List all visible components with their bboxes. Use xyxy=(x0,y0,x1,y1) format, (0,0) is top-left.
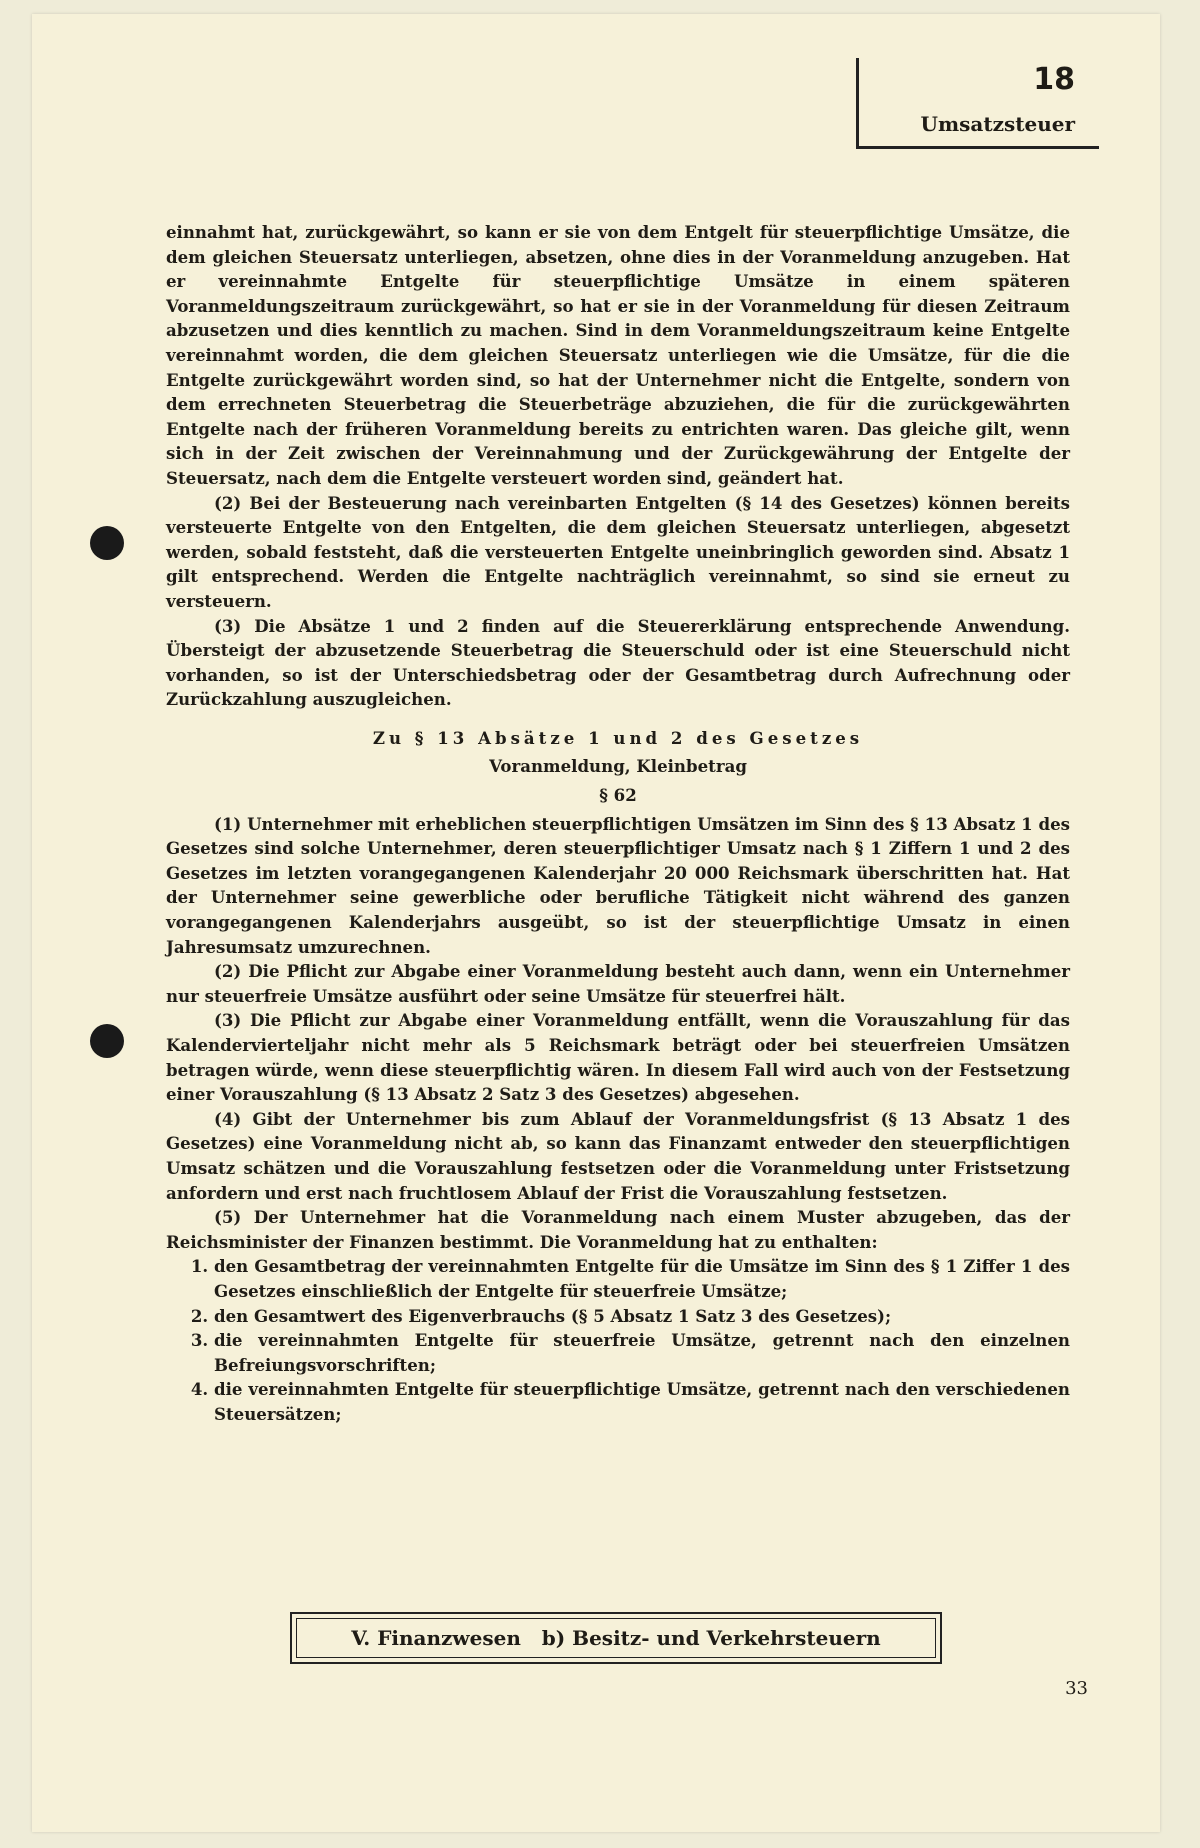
page-number: 33 xyxy=(1065,1678,1088,1699)
footer-category-box xyxy=(290,1612,942,1664)
list-item: 3. die vereinnahmten Entgelte für steuerfreie Umsätze, getrennt nach den einzelnen Befreiungsvorschriften; xyxy=(214,1328,1070,1377)
numbered-list xyxy=(166,1254,1070,1426)
s62-paragraph-4: (4) Gibt der Unternehmer bis zum Ablauf der Voranmeldungsfrist (§ 13 Absatz 1 des Gesetzes) eine Voranmeldung nicht ab, so kann das Finanzamt entweder den steuerpflichtigen Umsatz schätzen und die Vorauszahlung festsetzen oder die Voranmeldung unter Fristsetzung anfordern und erst nach fruchtlosem Ablauf der Frist die Vorauszahlung festsetzen. xyxy=(166,1108,1070,1203)
sheet-number: 18 xyxy=(1033,62,1075,97)
paragraph-3: (3) Die Absätze 1 und 2 finden auf die Steuererklärung entsprechende Anwendung. Übersteigt der abzusetzende Steuerbetrag die Steuerschuld oder ist eine Steuerschuld nicht vorhanden, so ist der Unterschiedsbetrag oder der Gesamtbetrag durch Aufrechnung oder Zurückzahlung auszugleichen. xyxy=(166,615,1070,710)
paragraph-heading: § 62 xyxy=(599,785,637,806)
s62-paragraph-1: (1) Unternehmer mit erheblichen steuerpflichtigen Umsätzen im Sinn des § 13 Absatz 1 des Gesetzes sind solche Unternehmer, deren steuerpflichtiger Umsatz nach § 1 Ziffern 1 und 2 des Gesetzes im letzten vorangegangenen Kalenderjahr 20 000 Reichsmark überschritten hat. Hat der Unternehmer seine gewerbliche oder berufliche Tätigkeit nicht während des ganzen vorangegangenen Kalenderjahrs ausgeübt, so ist der steuerpflichtige Umsatz in einen Jahresumsatz umzurechnen. xyxy=(166,813,1070,957)
s62-paragraph-2: (2) Die Pflicht zur Abgabe einer Voranmeldung besteht auch dann, wenn ein Unternehmer nur steuerfreie Umsätze ausführt oder seine Umsätze für steuerfrei hält. xyxy=(166,961,1070,1006)
punch-hole-top xyxy=(90,526,124,560)
paragraph-intro: einnahmt hat, zurückgewährt, so kann er sie von dem Entgelt für steuerpflichtige Umsätze, die dem gleichen Steuersatz unterliegen, absetzen, ohne dies in der Voranmeldung anzugeben. Hat er vereinnahmte Entgelte für steuerpflichtige Umsätze in einem späteren Voranmeldungszeitraum zurückgewährt, so hat er sie in der Voranmeldung für diesen Zeitraum abzusetzen und dies kenntlich zu machen. Sind in dem Voranmeldungszeitraum keine Entgelte vereinnahmt worden, die dem gleichen Steuersatz unterliegen wie die Umsätze, für die die Entgelte zurückgewährt worden sind, so hat der Unternehmer nicht die Entgelte, sondern von dem errechneten Steuerbetrag die Steuerbeträge abzuziehen, die für die zurückgewährten Entgelte nach der früheren Voranmeldung bereits zu entrichten waren. Das gleiche gilt, wenn sich in der Zeit zwischen der Vereinnahmung und der Zurückgewährung der Entgelte der Steuersatz, nach dem die Entgelte versteuert worden sind, geändert hat. xyxy=(166,222,1070,488)
header-box xyxy=(856,58,1099,149)
paragraph-2: (2) Bei der Besteuerung nach vereinbarten Entgelten (§ 14 des Gesetzes) können bereits versteuerte Entgelte von den Entgelten, die dem gleichen Steuersatz unterliegen, abgesetzt werden, sobald feststeht, daß die versteuerten Entgelte uneinbringlich geworden sind. Absatz 1 gilt entsprechend. Werden die Entgelte nachträglich vereinnahmt, so sind sie erneut zu versteuern. xyxy=(166,492,1070,611)
body-text xyxy=(166,220,1070,1427)
topic-heading: Voranmeldung, Kleinbetrag xyxy=(489,756,747,777)
s62-paragraph-3: (3) Die Pflicht zur Abgabe einer Voranmeldung entfällt, wenn die Vorauszahlung für das Kalendervierteljahr nicht mehr als 5 Reichsmark beträgt oder bei steuerfreien Umsätzen betragen würde, wenn diese steuerpflichtig wären. In diesem Fall wird auch von der Festsetzung einer Vorauszahlung (§ 13 Absatz 2 Satz 3 des Gesetzes) abgesehen. xyxy=(166,1010,1070,1105)
list-item: 4. die vereinnahmten Entgelte für steuerpflichtige Umsätze, getrennt nach den verschiedenen Steuersätzen; xyxy=(214,1377,1070,1426)
list-item: 2. den Gesamtwert des Eigenverbrauchs (§ 5 Absatz 1 Satz 3 des Gesetzes); xyxy=(214,1304,1070,1329)
s62-paragraph-5: (5) Der Unternehmer hat die Voranmeldung nach einem Muster abzugeben, das der Reichsminister der Finanzen bestimmt. Die Voranmeldung hat zu enthalten: xyxy=(166,1207,1070,1252)
section-heading: Zu § 13 Absätze 1 und 2 des Gesetzes xyxy=(372,727,864,748)
sheet-title: Umsatzsteuer xyxy=(920,112,1075,136)
footer-category: V. Finanzwesen b) Besitz- und Verkehrsteuern xyxy=(351,1626,881,1650)
list-item: 1. den Gesamtbetrag der vereinnahmten Entgelte für die Umsätze im Sinn des § 1 Ziffer 1 des Gesetzes einschließlich der Entgelte für steuerfreie Umsätze; xyxy=(214,1254,1070,1303)
document-page xyxy=(32,14,1160,1832)
punch-hole-bottom xyxy=(90,1024,124,1058)
